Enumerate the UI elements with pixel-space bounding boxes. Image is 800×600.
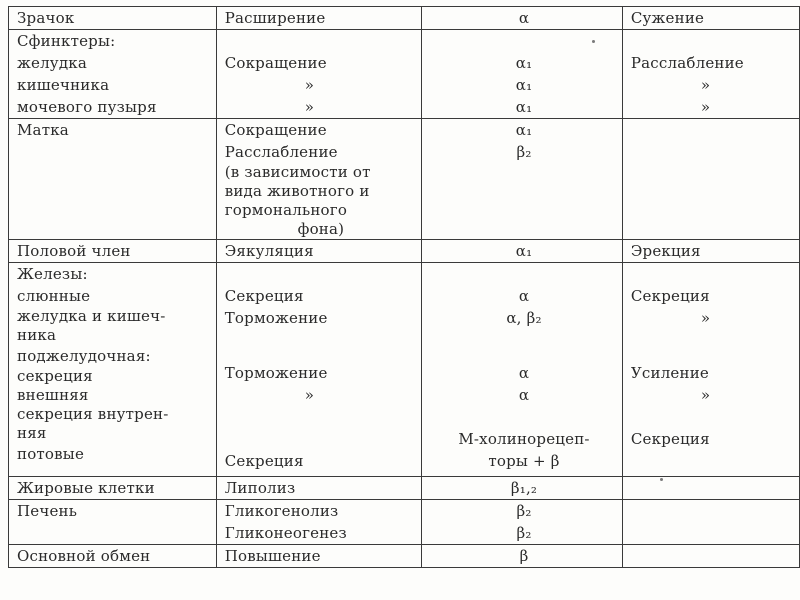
ditto-mark: » — [304, 98, 315, 116]
table-row — [9, 263, 800, 477]
parasympathetic-effect-cell — [622, 477, 799, 500]
effect-note-text: фона) — [297, 220, 345, 238]
organ-text: Печень — [17, 502, 78, 520]
organ-text: слюнные — [17, 287, 91, 305]
organ-text: Зрачок — [17, 9, 75, 27]
organ-cell — [9, 545, 217, 568]
organ-cell — [9, 240, 217, 263]
effect-text: Расширение — [224, 9, 326, 27]
parasympathetic-effect-cell — [622, 119, 799, 240]
organ-text: Сфинктеры: — [17, 32, 116, 50]
effect-text: Усиление — [630, 364, 709, 382]
ditto-mark: » — [700, 386, 711, 404]
organ-cell — [9, 7, 217, 30]
effect-text: Повышение — [224, 547, 321, 565]
receptor-text: α — [518, 9, 530, 27]
organ-text: ника — [17, 326, 57, 344]
organ-text: внешняя — [17, 386, 89, 404]
table-row — [9, 545, 800, 568]
sympathetic-effect-cell — [216, 7, 421, 30]
scan-speck — [592, 40, 595, 43]
sympathetic-effect-cell — [216, 500, 421, 545]
parasympathetic-effect-cell — [622, 240, 799, 263]
effect-text: Торможение — [224, 364, 328, 382]
sympathetic-effect-cell — [216, 477, 421, 500]
organ-text: Половой член — [17, 242, 131, 260]
receptor-text: α — [518, 364, 530, 382]
organ-cell — [9, 119, 217, 240]
organ-text: желудка — [17, 54, 87, 72]
effect-text: Гликонеогенез — [224, 524, 347, 542]
receptor-text: β — [519, 547, 529, 565]
effect-text: Сокращение — [224, 121, 327, 139]
receptor-text: β₂ — [516, 143, 532, 161]
parasympathetic-effect-cell — [622, 545, 799, 568]
organ-text: Матка — [17, 121, 69, 139]
sympathetic-effect-cell — [216, 240, 421, 263]
receptor-text: α — [518, 386, 530, 404]
effect-text: Сокращение — [224, 54, 327, 72]
effect-text: Секреция — [224, 452, 304, 470]
organ-text: Жировые клетки — [17, 479, 155, 497]
receptor-text: β₁,₂ — [510, 479, 538, 497]
ditto-mark: » — [700, 98, 711, 116]
organ-text: секреция — [17, 367, 93, 385]
effect-text: Эякуляция — [224, 242, 314, 260]
receptor-cell — [422, 263, 623, 477]
effect-text: Сужение — [630, 9, 705, 27]
receptor-cell — [422, 119, 623, 240]
receptor-text: α₁ — [515, 242, 533, 260]
effect-text: Эрекция — [630, 242, 701, 260]
parasympathetic-effect-cell — [622, 7, 799, 30]
organ-text: секреция внутрен- — [17, 405, 169, 423]
receptor-text: β₂ — [516, 502, 532, 520]
receptor-text: α — [518, 287, 530, 305]
effect-text: Секреция — [224, 287, 304, 305]
organ-cell — [9, 263, 217, 477]
ditto-mark: » — [304, 386, 315, 404]
receptor-text: торы + β — [488, 452, 560, 470]
receptor-text: α, β₂ — [506, 309, 542, 327]
organ-cell — [9, 500, 217, 545]
receptor-text: М-холинорецеп- — [458, 430, 590, 448]
effect-text: Расслабление — [224, 143, 338, 161]
effect-text: Расслабление — [630, 54, 744, 72]
receptor-cell — [422, 545, 623, 568]
sympathetic-effect-cell — [216, 545, 421, 568]
organ-text: поджелудочная: — [17, 347, 151, 365]
organ-text: кишечника — [17, 76, 110, 94]
sympathetic-effect-cell — [216, 263, 421, 477]
sympathetic-effect-cell — [216, 30, 421, 119]
ditto-mark: » — [700, 309, 711, 327]
organ-text: мочевого пузыря — [17, 98, 157, 116]
table-row — [9, 500, 800, 545]
scan-speck — [660, 478, 663, 481]
organ-text: Железы: — [17, 265, 88, 283]
table-row — [9, 240, 800, 263]
sympathetic-effect-cell — [216, 119, 421, 240]
organ-text: Основной обмен — [17, 547, 151, 565]
table-row — [9, 30, 800, 119]
ditto-mark: » — [700, 76, 711, 94]
effect-note-text: вида животного и — [224, 182, 370, 200]
receptor-cell — [422, 240, 623, 263]
organ-cell — [9, 30, 217, 119]
effect-note-text: (в зависимости от — [224, 163, 371, 181]
ditto-mark: » — [304, 76, 315, 94]
receptor-text: α₁ — [515, 98, 533, 116]
table-row — [9, 477, 800, 500]
receptor-cell — [422, 477, 623, 500]
parasympathetic-effect-cell — [622, 500, 799, 545]
effect-text: Торможение — [224, 309, 328, 327]
effect-note-text: гормонального — [224, 201, 348, 219]
receptor-cell — [422, 500, 623, 545]
parasympathetic-effect-cell — [622, 263, 799, 477]
effect-text: Гликогенолиз — [224, 502, 339, 520]
receptor-text: α₁ — [515, 121, 533, 139]
organ-text: потовые — [17, 445, 85, 463]
organ-text: желудка и кишеч- — [17, 307, 166, 325]
receptor-text: β₂ — [516, 524, 532, 542]
parasympathetic-effect-cell — [622, 30, 799, 119]
receptor-text: α₁ — [515, 76, 533, 94]
receptor-effects-table — [8, 6, 800, 568]
effect-text: Липолиз — [224, 479, 296, 497]
receptor-cell — [422, 7, 623, 30]
table-row — [9, 7, 800, 30]
effect-text: Секреция — [630, 287, 710, 305]
organ-text: няя — [17, 424, 47, 442]
organ-cell — [9, 477, 217, 500]
effect-text: Секреция — [630, 430, 710, 448]
receptor-text: α₁ — [515, 54, 533, 72]
table-row — [9, 119, 800, 240]
